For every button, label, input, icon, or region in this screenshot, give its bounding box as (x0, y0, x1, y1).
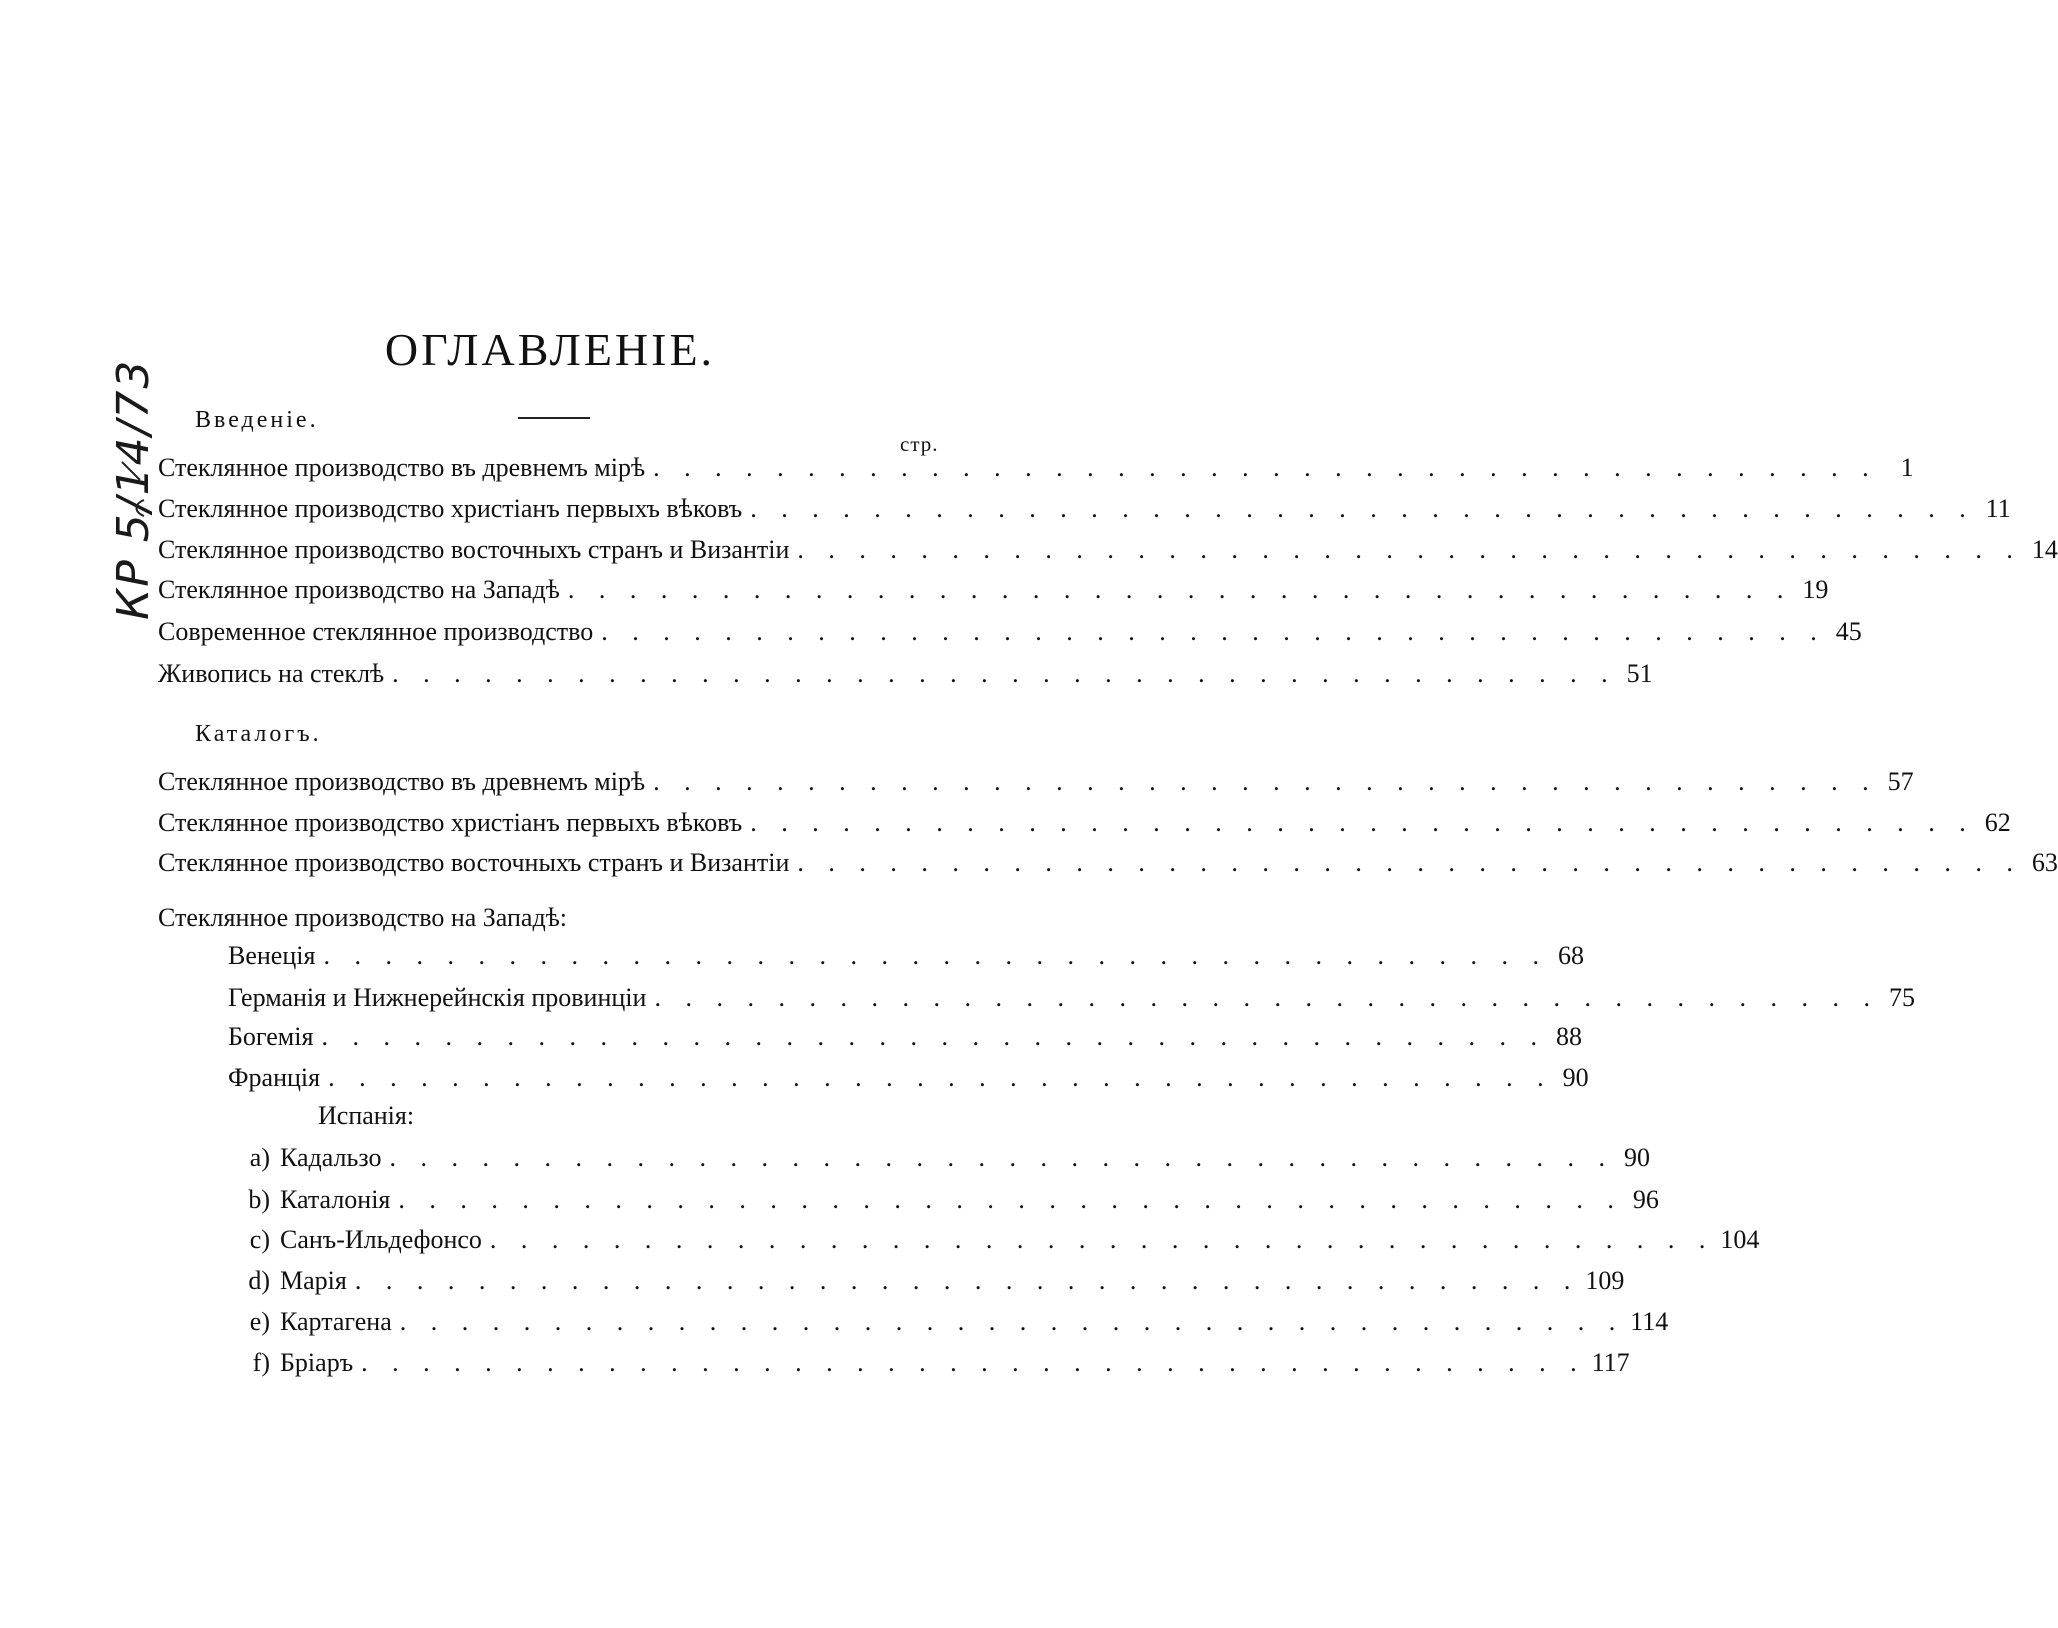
dot-leader: . . . . . . . . . . . . . . . . . . . . . . . . . . . . . . . . . . . . . . . . (354, 1266, 1580, 1295)
toc-entry-title: Стеклянное производство восточныхъ странъ и Византіи (158, 848, 790, 877)
toc-row[interactable] (158, 803, 2011, 843)
toc-entry-letter: f) (252, 1348, 270, 1377)
toc-row[interactable] (228, 978, 1915, 1018)
dot-leader: . . . . . . . . . . . . . . . . . . . . . . . . . . . . . . . . . . . . . . . . (601, 617, 1826, 646)
toc-entry-page: 96 (1632, 1185, 1659, 1214)
toc-entry-title: Стеклянное производство въ древнемъ мірѣ (158, 453, 646, 482)
toc-entry-title (230, 1180, 390, 1220)
dot-leader: . . . . . . . . . . . . . . . . . . . . . . . . . . . . . . . . . . . . . . . . (750, 494, 1975, 523)
dot-leader: . . . . . . . . . . . . . . . . . . . . . . . . . . . . . . . . . . . . . . . . (361, 1348, 1586, 1377)
toc-entry-page: 51 (1626, 659, 1653, 688)
dot-leader: . . . . . . . . . . . . . . . . . . . . . . . . . . . . . . . . . . . . . . . . (328, 1063, 1553, 1092)
dot-leader: . . . . . . . . . . . . . . . . . . . . . . . . . . . . . . . . . . . . . . . . (653, 767, 1878, 796)
toc-entry-title (230, 1261, 347, 1301)
toc-entry-title: Стеклянное производство восточныхъ странъ и Византіи (158, 535, 790, 564)
toc-entry-title: Стеклянное производство въ древнемъ мірѣ (158, 767, 646, 796)
toc-entry-title: Стеклянное производство христіанъ первыхъ вѣковъ (158, 494, 743, 523)
toc-row[interactable] (228, 1058, 1589, 1098)
dot-leader: . . . . . . . . . . . . . . . . . . . . . . . . . . . . . . . . . . . . . . . . (797, 848, 2022, 877)
dot-leader: . . . . . . . . . . . . . . . . . . . . . . . . . . . . . . . . . . . . . . . . (321, 1022, 1546, 1051)
title-rule (518, 417, 590, 419)
dot-leader: . . . . . . . . . . . . . . . . . . . . . . . . . . . . . . . . . . . . . . . . (797, 535, 2022, 564)
dot-leader: . . . . . . . . . . . . . . . . . . . . . . . . . . . . . . . . . . . . . . . . (392, 659, 1617, 688)
toc-row[interactable] (158, 448, 1914, 488)
toc-row[interactable] (158, 612, 1862, 652)
dot-leader: . . . . . . . . . . . . . . . . . . . . . . . . . . . . . . . . . . . . . . . . (399, 1307, 1625, 1336)
toc-entry-letter: e) (249, 1307, 270, 1336)
toc-row[interactable] (230, 1343, 1630, 1383)
toc-row[interactable] (230, 1138, 1650, 1178)
toc-entry-page: 19 (1802, 575, 1829, 604)
toc-entry-letter: a) (249, 1143, 270, 1172)
dot-leader: . . . . . . . . . . . . . . . . . . . . . . . . . . . . . . . . . . . . . . . . (750, 808, 1975, 837)
dot-leader: . . . . . . . . . . . . . . . . . . . . . . . . . . . . . . . . . . . . . . . . (654, 983, 1879, 1012)
dot-leader: . . . . . . . . . . . . . . . . . . . . . . . . . . . . . . . . . . . . . . . . (489, 1225, 1715, 1254)
toc-entry-title: Живопись на стеклѣ (158, 659, 385, 688)
toc-entry-letter: b) (248, 1185, 270, 1214)
toc-entry-label: Санъ-Ильдефонсо (280, 1225, 482, 1254)
toc-entry-title: Богемія (228, 1022, 314, 1051)
toc-row[interactable] (158, 570, 1829, 610)
dot-leader: . . . . . . . . . . . . . . . . . . . . . . . . . . . . . . . . . . . . . . . . (398, 1185, 1623, 1214)
toc-row[interactable] (158, 654, 1653, 694)
toc-entry-label: Картагена (280, 1307, 392, 1336)
toc-entry-page: 90 (1562, 1063, 1589, 1092)
introduction-heading: Введеніе. (195, 407, 319, 433)
toc-row[interactable] (158, 843, 2058, 883)
toc-row[interactable] (158, 762, 1914, 802)
toc-entry-page: 1 (1900, 453, 1914, 482)
toc-row[interactable] (228, 936, 1584, 976)
toc-entry-label: Каталонія (280, 1185, 391, 1214)
toc-row[interactable] (228, 1017, 1582, 1057)
toc-entry-title: Современное стеклянное производство (158, 617, 594, 646)
dot-leader: . . . . . . . . . . . . . . . . . . . . . . . . . . . . . . . . . . . . . . . . (389, 1143, 1614, 1172)
toc-entry-label: Бріаръ (280, 1348, 354, 1377)
toc-entry-page: 88 (1555, 1022, 1582, 1051)
toc-entry-page: 117 (1591, 1348, 1630, 1377)
toc-entry-page: 109 (1585, 1266, 1625, 1295)
toc-row[interactable] (230, 1302, 1669, 1342)
toc-entry-page: 75 (1888, 983, 1915, 1012)
west-subheading: Стеклянное производство на Западѣ: (158, 903, 568, 932)
dot-leader: . . . . . . . . . . . . . . . . . . . . . . . . . . . . . . . . . . . . . . . . (653, 453, 1878, 482)
toc-row[interactable] (158, 489, 2011, 529)
toc-entry-title: Германія и Нижнерейнскія провинціи (228, 983, 647, 1012)
dot-leader: . . . . . . . . . . . . . . . . . . . . . . . . . . . . . . . . . . . . . . . . (323, 941, 1548, 970)
toc-entry-letter: d) (248, 1266, 270, 1295)
toc-entry-page: 57 (1887, 767, 1914, 796)
page-column-label: стр. (900, 432, 939, 456)
toc-entry-title (230, 1302, 392, 1342)
toc-entry-label: Марія (280, 1266, 347, 1295)
toc-entry-page: 114 (1630, 1307, 1669, 1336)
toc-entry-letter: c) (249, 1225, 270, 1254)
toc-row[interactable] (230, 1180, 1659, 1220)
margin-tick-marks-icon (118, 460, 150, 520)
toc-row[interactable] (230, 1261, 1625, 1301)
toc-row[interactable] (158, 530, 2058, 570)
toc-entry-page: 68 (1557, 941, 1584, 970)
toc-entry-page: 11 (1985, 494, 2011, 523)
dot-leader: . . . . . . . . . . . . . . . . . . . . . . . . . . . . . . . . . . . . . . . . (567, 575, 1793, 604)
toc-entry-page: 104 (1720, 1225, 1760, 1254)
toc-entry-page: 63 (2031, 848, 2058, 877)
spain-subheading: Испанія: (318, 1101, 415, 1130)
toc-entry-title: Франція (228, 1063, 321, 1092)
toc-entry-page: 14 (2031, 535, 2058, 564)
catalogue-heading: Каталогъ. (195, 721, 322, 747)
toc-entry-title (230, 1138, 382, 1178)
toc-entry-title (230, 1343, 353, 1383)
toc-entry-title: Стеклянное производство христіанъ первыхъ вѣковъ (158, 808, 743, 837)
toc-row[interactable] (230, 1220, 1760, 1260)
toc-entry-label: Кадальзо (280, 1143, 382, 1172)
handwritten-accession-mark: КР 5/14/73 (108, 358, 159, 620)
toc-entry-page: 90 (1624, 1143, 1650, 1172)
toc-entry-title: Венеція (228, 941, 316, 970)
toc-entry-page: 45 (1835, 617, 1862, 646)
toc-entry-page: 62 (1984, 808, 2011, 837)
page-title: ОГЛАВЛЕНІЕ. (384, 324, 716, 375)
toc-entry-title: Стеклянное производство на Западѣ (158, 575, 560, 604)
toc-entry-title (230, 1220, 482, 1260)
